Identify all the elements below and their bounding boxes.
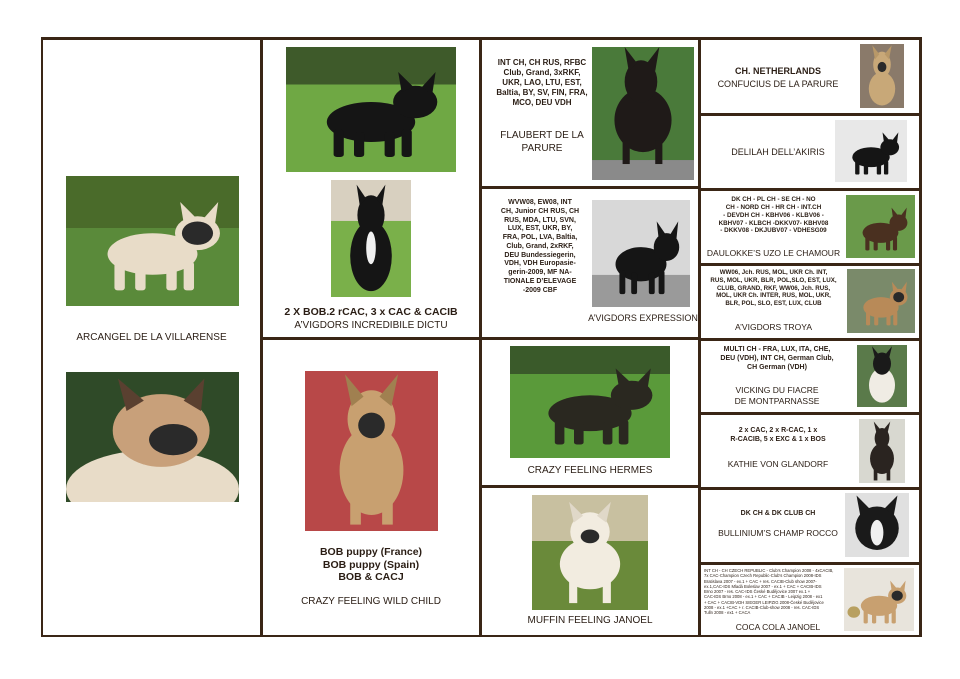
name-line: VICKING DU FIACRE xyxy=(735,385,819,395)
title-line: LUX, EST, UKR, BY, xyxy=(507,225,573,233)
photo-arcangel-portrait xyxy=(66,372,239,502)
dog-name-expression: A’VIGDORS EXPRESSION xyxy=(588,313,698,323)
title-line: BLR, POL, SLO, EST, LUX, CLUB xyxy=(725,300,822,307)
title-line: CH - NORD CH - HR CH - INT.CH xyxy=(725,203,822,211)
column-3-panel-hermes xyxy=(482,340,698,485)
dog-name-vicking xyxy=(703,385,851,406)
photo-hermes xyxy=(510,346,670,458)
title-line: ex.1,CAC-IDS Mladá Boleslav 2007 - ex.1 + CAC + CACIB-IDS xyxy=(704,583,822,589)
photo-muffin xyxy=(532,495,648,610)
dog-name-wild-child: CRAZY FEELING WILD CHILD xyxy=(301,596,441,607)
column-4-panel-troya xyxy=(701,266,919,338)
photo-flaubert xyxy=(592,47,694,180)
title-line: 2 x CAC, 2 x R-CAC, 1 x xyxy=(738,427,818,434)
title-line: KBHV07 - KLBCH -DKKV07- KBHV08 xyxy=(718,219,829,227)
title-line: WVW08, EW08, INT xyxy=(508,199,572,206)
dog-name-arcangel: ARCANGEL DE LA VILLARENSE xyxy=(76,332,227,343)
titles-rocco: DK CH & DK CLUB CH xyxy=(740,510,816,517)
column-1-panel xyxy=(43,40,260,635)
title-line: MOL, UKR Ch. INTER, RUS, MOL, UKR, xyxy=(716,292,831,300)
title-line: BOB & CACJ xyxy=(338,571,404,584)
title-line: Baltia, BY, SV, FIN, FRA, xyxy=(496,88,588,97)
photo-expression xyxy=(592,200,690,307)
titles-troya xyxy=(701,269,846,308)
title-line: BOB puppy (France) xyxy=(319,546,423,558)
dog-name-coca-cola: COCA COLA JANOEL xyxy=(735,622,821,632)
titles-expression xyxy=(485,199,595,295)
title-line: RUS, MOL, UKR, BLR, POL,SLO, EST, LUX, xyxy=(710,276,837,284)
column-4-panel-rocco xyxy=(701,490,919,562)
title-line: RUS, MDA, LTU, SVN, xyxy=(504,216,576,224)
photo-confucius xyxy=(860,44,904,108)
title-line: TIONALE D’ELEVAGE xyxy=(503,277,577,285)
title-line: Club, Grand, 2xRKF, xyxy=(506,242,574,250)
photo-rocco xyxy=(845,493,909,557)
photo-arcangel-standing xyxy=(66,176,239,306)
name-line: DE MONTPARNASSE xyxy=(734,395,820,406)
column-3-panel-muffin xyxy=(482,488,698,635)
column-2-bottom-panel xyxy=(263,340,479,635)
title-line: VDH, VDH Europasie- xyxy=(504,260,576,268)
title-line: INT CH - CH CZECH REPUBLIC - Club’s Champion 2008 - 4xCACIB, xyxy=(704,568,834,573)
title-line: BOB puppy (Spain) xyxy=(322,558,420,571)
column-4-panel-delilah xyxy=(701,116,919,188)
column-4-panel-confucius xyxy=(701,40,919,113)
column-4-panel-vicking xyxy=(701,341,919,412)
title-line: gerin-2009, MF NA- xyxy=(508,269,572,276)
title-line: - DKKV08 - DKJUBV07 - VDHESG09 xyxy=(720,227,827,235)
dog-name-muffin: MUFFIN FEELING JANOEL xyxy=(527,615,653,626)
title-line: INT CH, CH RUS, RFBC xyxy=(497,58,587,67)
titles-coca-cola xyxy=(704,568,844,615)
titles-kathie xyxy=(703,427,853,445)
column-2-top-panel xyxy=(263,40,479,337)
titles-flaubert xyxy=(486,58,598,108)
column-3-panel-flaubert xyxy=(482,40,698,186)
title-line: 2008 - ex.1 +CAC + r. CACIB-Club-show 2008 - res. CAC-IDS xyxy=(704,604,820,610)
column-4-panel-kathie xyxy=(701,415,919,487)
title-line: CH, Junior CH RUS, CH xyxy=(500,207,580,215)
photo-incredibile-sitting xyxy=(331,180,411,297)
title-line: CAC-IDS Brno 2008 - ex.1 + CAC + CACIB - Leipzig 2008 - ex1 xyxy=(704,594,823,600)
photo-troya xyxy=(847,269,915,333)
column-4-panel-uzo xyxy=(701,191,919,263)
photo-delilah xyxy=(835,120,907,182)
title-line: DK CH - PL CH - SE CH - NO xyxy=(731,196,816,203)
titles-uzo xyxy=(701,196,846,235)
title-line: CH German (VDH) xyxy=(747,363,807,371)
photo-incredibile-standing xyxy=(286,47,456,172)
dog-name-uzo: DAULOKKE’S UZO LE CHAMOUR xyxy=(706,248,841,258)
titles-confucius: CH. NETHERLANDS xyxy=(734,66,821,76)
column-3-panel-expression xyxy=(482,189,698,337)
title-line: Club, Grand, 3xRKF, xyxy=(503,68,581,77)
name-line: PARURE xyxy=(521,142,563,154)
title-line: FRA, POL, LVA, Baltia, xyxy=(502,234,578,241)
title-line: CLUB, GRAND, RKF, WW06, Jch. RUS, xyxy=(716,284,831,292)
title-line: Bratislava 2007 - ex.1 + CAC + res. CACIB-Club show 2007- xyxy=(704,578,817,584)
dog-name-flaubert xyxy=(486,130,598,155)
column-4-panel-coca-cola xyxy=(701,565,919,635)
dog-name-confucius: CONFUCIUS DE LA PARURE xyxy=(717,79,839,89)
titles-vicking xyxy=(703,346,851,372)
title-line: WW06, Jch. RUS, MOL, UKR Ch. INT, xyxy=(719,269,828,276)
title-line: MCO, DEU VDH xyxy=(512,98,572,107)
dog-name-troya: A’VIGDORS TROYA xyxy=(735,322,812,332)
photo-kathie xyxy=(859,419,905,483)
titles-incredibile: 2 X BOB.2 rCAC, 3 x CAC & CACIB xyxy=(284,306,458,318)
title-line: DEU Bundessiegerin, xyxy=(504,251,576,259)
dog-name-kathie: KATHIE VON GLANDORF xyxy=(727,459,829,469)
title-line: -2009 CBF xyxy=(522,286,558,294)
title-line: MULTI CH - FRA, LUX, ITA, CHE, xyxy=(723,346,831,353)
dog-name-rocco: BULLINIUM’S CHAMP ROCCO xyxy=(718,528,838,538)
title-line: 7x CAC-Champion Czech Republic-Club’s Champion 2008-IDS xyxy=(704,573,822,579)
photo-uzo xyxy=(846,195,915,258)
dog-name-incredibile: A’VIGDORS INCREDIBILE DICTU xyxy=(294,320,448,331)
photo-wild-child xyxy=(305,371,438,531)
titles-wild-child xyxy=(263,546,479,584)
title-line: DEU (VDH), INT CH, German Club, xyxy=(720,354,834,362)
title-line: R-CACIB, 5 x EXC & 1 x BOS xyxy=(730,435,826,443)
title-line: Brno 2007 - res. CAC-IDS České Budějovice 2007 ex.1 + xyxy=(704,589,811,594)
title-line: Tulln 2008 - ex1 + CACA xyxy=(704,610,751,615)
photo-vicking xyxy=(857,345,907,407)
dog-name-delilah: DELILAH DELL’AKIRIS xyxy=(731,147,825,157)
title-line: - DEVDH CH - KBHV06 - KLBV06 - xyxy=(723,211,824,219)
title-line: + CAC + CACIB-VDH SIEGER LEIPZIG 2008-České Budějovice xyxy=(704,599,824,605)
dog-name-hermes: CRAZY FEELING HERMES xyxy=(527,465,653,476)
title-line: UKR, LAO, LTU, EST, xyxy=(502,78,582,87)
photo-coca-cola xyxy=(844,568,914,631)
name-line: FLAUBERT DE LA xyxy=(500,130,584,141)
